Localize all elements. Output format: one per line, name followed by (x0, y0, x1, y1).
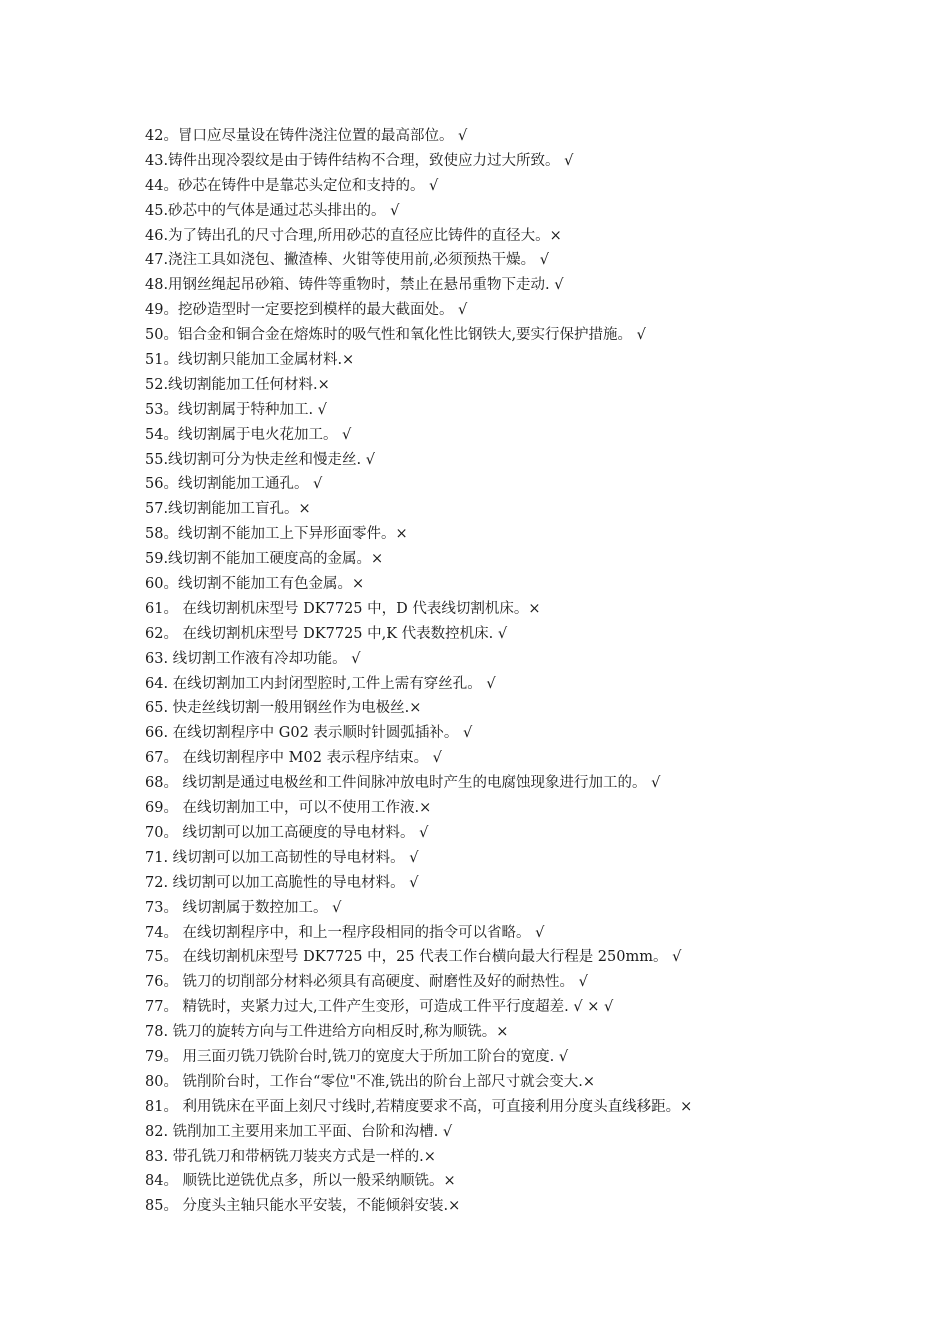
question-line: 84。 顺铣比逆铣优点多，所以一般采纳顺铣。× (145, 1173, 456, 1190)
question-line: 59.线切割不能加工硬度高的金属。× (145, 551, 384, 568)
question-line: 63. 线切割工作液有冷却功能。 √ (145, 650, 361, 667)
question-line: 43.铸件出现冷裂纹是由于铸件结构不合理，致使应力过大所致。 √ (145, 152, 574, 169)
question-line: 77。 精铣时，夹紧力过大,工件产生变形，可造成工件平行度超差. √ × √ (145, 999, 614, 1016)
question-line: 57.线切割能加工盲孔。× (145, 501, 311, 518)
question-line: 55.线切割可分为快走丝和慢走丝. √ (145, 451, 376, 468)
question-line: 52.线切割能加工任何材料.× (145, 376, 330, 393)
question-line: 68。 线切割是通过电极丝和工件间脉冲放电时产生的电腐蚀现象进行加工的。 √ (145, 775, 661, 792)
question-line: 65. 快走丝线切割一般用钢丝作为电极丝.× (145, 700, 422, 717)
question-line: 81。 利用铣床在平面上刻尺寸线时,若精度要求不高，可直接利用分度头直线移距。× (145, 1098, 693, 1115)
question-line: 69。 在线切割加工中，可以不使用工作液.× (145, 800, 432, 817)
question-line: 67。 在线切割程序中 M02 表示程序结束。 √ (145, 750, 442, 767)
question-line: 56。线切割能加工通孔。 √ (145, 476, 323, 493)
question-line: 70。 线切割可以加工高硬度的导电材料。 √ (145, 824, 429, 841)
question-line: 53。线切割属于特种加工. √ (145, 401, 327, 418)
question-line: 72. 线切割可以加工高脆性的导电材料。 √ (145, 874, 419, 891)
question-list (145, 124, 905, 1219)
question-line: 54。线切割属于电火花加工。 √ (145, 426, 352, 443)
question-line: 60。线切割不能加工有色金属。× (145, 576, 365, 593)
question-line: 49。挖砂造型时一定要挖到模样的最大截面处。 √ (145, 302, 468, 319)
question-line: 64. 在线切割加工内封闭型腔时,工件上需有穿丝孔。 √ (145, 675, 496, 692)
question-line: 45.砂芯中的气体是通过芯头排出的。 √ (145, 202, 400, 219)
question-line: 50。铝合金和铜合金在熔炼时的吸气性和氧化性比钢铁大,要实行保护措施。 √ (145, 327, 646, 344)
question-line: 61。 在线切割机床型号 DK7725 中，D 代表线切割机床。× (145, 600, 541, 617)
question-line: 51。线切割只能加工金属材料.× (145, 352, 355, 369)
question-line: 85。 分度头主轴只能水平安装，不能倾斜安装.× (145, 1198, 461, 1215)
question-line: 83. 带孔铣刀和带柄铣刀装夹方式是一样的.× (145, 1148, 436, 1165)
question-line: 48.用钢丝绳起吊砂箱、铸件等重物时，禁止在悬吊重物下走动. √ (145, 277, 564, 294)
question-line: 44。砂芯在铸件中是靠芯头定位和支持的。 √ (145, 177, 439, 194)
question-line: 47.浇注工具如浇包、撇渣棒、火钳等使用前,必须预热干燥。 √ (145, 252, 550, 269)
question-line: 75。 在线切割机床型号 DK7725 中，25 代表工作台横向最大行程是 250mm。 √ (145, 949, 682, 966)
question-line: 58。线切割不能加工上下异形面零件。× (145, 526, 408, 543)
question-line: 78. 铣刀的旋转方向与工件进给方向相反时,称为顺铣。× (145, 1024, 509, 1041)
question-line: 62。 在线切割机床型号 DK7725 中,K 代表数控机床. √ (145, 625, 508, 642)
question-line: 66. 在线切割程序中 G02 表示顺时针圆弧插补。 √ (145, 725, 473, 742)
question-line: 73。 线切割属于数控加工。 √ (145, 899, 342, 916)
question-line: 42。冒口应尽量设在铸件浇注位置的最高部位。 √ (145, 128, 468, 144)
question-line: 80。 铣削阶台时，工作台“零位"不准,铣出的阶台上部尺寸就会变大.× (145, 1073, 596, 1090)
question-line: 76。 铣刀的切削部分材料必须具有高硬度、耐磨性及好的耐热性。 √ (145, 974, 588, 991)
question-line: 79。 用三面刃铣刀铣阶台时,铣刀的宽度大于所加工阶台的宽度. √ (145, 1048, 569, 1065)
question-line: 71. 线切割可以加工高韧性的导电材料。 √ (145, 849, 419, 866)
question-line: 46.为了铸出孔的尺寸合理,所用砂芯的直径应比铸件的直径大。× (145, 227, 562, 244)
question-line: 74。 在线切割程序中，和上一程序段相同的指令可以省略。 √ (145, 924, 545, 941)
question-line: 82. 铣削加工主要用来加工平面、台阶和沟槽. √ (145, 1123, 453, 1140)
